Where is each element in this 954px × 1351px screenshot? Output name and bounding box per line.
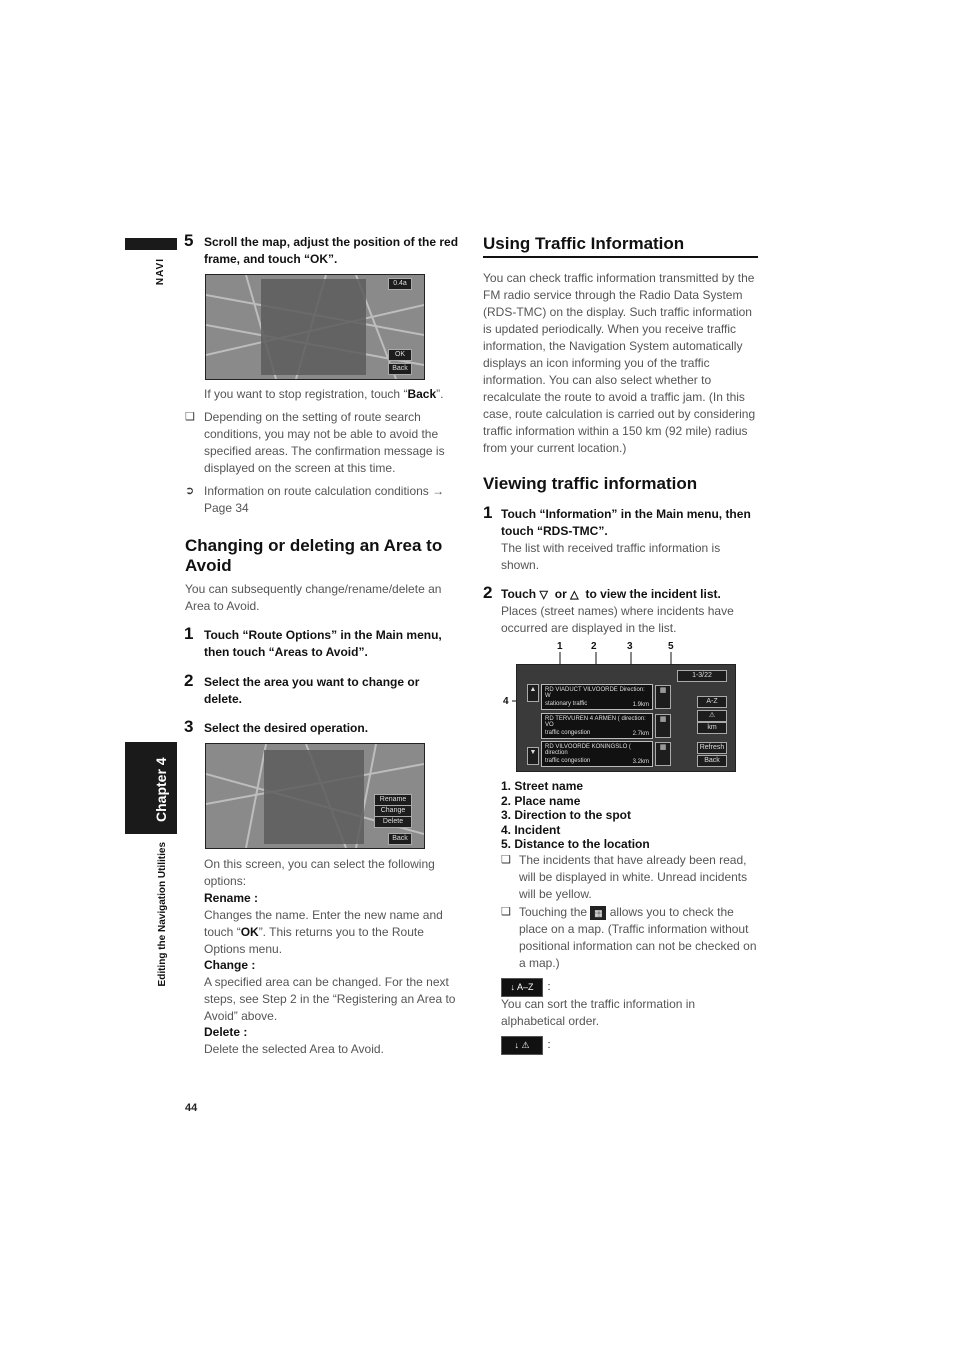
ok-button[interactable]: OK bbox=[388, 349, 412, 361]
checkbox-bullet-icon: ❑ bbox=[501, 906, 511, 918]
step-text: Touch “Information” in the Main menu, then touch “RDS-TMC”. bbox=[501, 507, 751, 538]
step-number: 1 bbox=[483, 503, 493, 522]
sort-incident-button[interactable]: ⚠ bbox=[697, 710, 727, 722]
map-scale-button[interactable]: 0.4a bbox=[388, 278, 412, 290]
chapter-label: Chapter 4 bbox=[153, 757, 169, 823]
map-screenshot bbox=[205, 743, 425, 849]
traffic-list-item[interactable]: RD VILVOORDE KONINGSLO ( direction traffic congestion 3.2km bbox=[541, 741, 653, 767]
section-label: Editing the Navigation Utilities bbox=[157, 842, 168, 987]
map-view-button[interactable]: ▦ bbox=[655, 685, 671, 709]
change-option: Change : A specified area can be changed. For the next steps, see Step 2 in the “Registering an Area to Avoid” above. bbox=[204, 958, 456, 1023]
change-button[interactable]: Change bbox=[374, 805, 412, 817]
sort-az-button[interactable]: A-Z bbox=[697, 696, 727, 708]
traffic-list-item[interactable]: RD VIADUCT VILVOORDE Direction: W stationary traffic 1.9km bbox=[541, 684, 653, 710]
step-number: 2 bbox=[483, 583, 493, 602]
checkbox-bullet-icon: ❑ bbox=[185, 411, 195, 423]
navi-label: NAVI bbox=[155, 258, 166, 286]
page-counter: 1-3/22 bbox=[677, 670, 727, 682]
step-note: Places (street names) where incidents have occurred are displayed in the list. bbox=[501, 604, 734, 635]
step-note: The list with received traffic information is shown. bbox=[501, 541, 721, 572]
reference-text: Information on route calculation conditions → Page 34 bbox=[204, 484, 445, 515]
sort-distance-button[interactable]: km bbox=[697, 722, 727, 734]
note-text: Depending on the setting of route search conditions, you may not be able to avoid the specified areas. The confirmation message is displayed on the screen at this time. bbox=[204, 410, 445, 475]
callout-5: 5 bbox=[668, 641, 674, 652]
map-view-icon: ▦ bbox=[590, 906, 606, 920]
step-text: Select the desired operation. bbox=[204, 721, 369, 735]
step-text: Touch ▽ or △ to view the incident list. bbox=[501, 586, 761, 604]
scroll-up-button[interactable]: ▲ bbox=[527, 684, 539, 702]
section-intro: You can subsequently change/rename/delete an Area to Avoid. bbox=[185, 582, 442, 613]
step-number: 3 bbox=[184, 717, 194, 736]
map-screenshot bbox=[205, 274, 425, 380]
map-view-button[interactable]: ▦ bbox=[655, 714, 671, 738]
delete-button[interactable]: Delete bbox=[374, 816, 412, 828]
step-number: 1 bbox=[184, 624, 194, 643]
step-number: 2 bbox=[184, 671, 194, 690]
back-button[interactable]: Back bbox=[388, 363, 412, 375]
traffic-list-item[interactable]: RD TERVUREN 4 ARMEN ( direction: VO traffic congestion 2.7km bbox=[541, 713, 653, 739]
back-button[interactable]: Back bbox=[388, 833, 412, 845]
scroll-down-icon: ▽ bbox=[539, 589, 548, 601]
callout-4: 4 bbox=[503, 696, 509, 707]
back-button[interactable]: Back bbox=[697, 755, 727, 767]
options-intro: On this screen, you can select the following options: bbox=[204, 857, 435, 888]
reference-arrow-icon: ➲ bbox=[185, 485, 195, 497]
scroll-down-button[interactable]: ▼ bbox=[527, 747, 539, 765]
callout-2: 2 bbox=[591, 641, 597, 652]
callout-3: 3 bbox=[627, 641, 633, 652]
rename-button[interactable]: Rename bbox=[374, 794, 412, 806]
step-text: Scroll the map, adjust the position of the red frame, and touch “OK”. bbox=[204, 235, 459, 266]
checkbox-bullet-icon: ❑ bbox=[501, 854, 511, 866]
note-text: The incidents that have already been read, will be displayed in white. Unread incidents will be yellow. bbox=[519, 853, 748, 901]
page-number: 44 bbox=[185, 1102, 198, 1114]
heading-rule bbox=[483, 256, 758, 258]
refresh-button[interactable]: Refresh bbox=[697, 742, 727, 754]
sort-az-description: You can sort the traffic information in alphabetical order. bbox=[501, 997, 696, 1028]
step-number: 5 bbox=[184, 231, 194, 250]
section-heading: Using Traffic Information bbox=[483, 234, 685, 253]
section-heading: Changing or deleting an Area to Avoid bbox=[185, 536, 443, 575]
note-text: Touching the ▦ allows you to check the place on a map. (Traffic information without positional information can not be checked on a map.) bbox=[519, 905, 757, 970]
subsection-heading: Viewing traffic information bbox=[483, 474, 698, 493]
stop-note: If you want to stop registration, touch “Back”. bbox=[204, 387, 444, 401]
navi-tab-bar bbox=[125, 238, 177, 250]
rename-option: Rename : Changes the name. Enter the new name and touch “OK”. This returns you to the Route Options menu. bbox=[204, 891, 443, 956]
scroll-up-icon: △ bbox=[570, 589, 579, 601]
sort-az-icon: ↓ A–Z : bbox=[501, 977, 551, 997]
legend-list: 1. Street name 2. Place name 3. Direction to the spot 4. Incident 5. Distance to the location bbox=[501, 779, 650, 851]
traffic-list-screenshot bbox=[516, 664, 736, 772]
step-text: Touch “Route Options” in the Main menu, then touch “Areas to Avoid”. bbox=[204, 628, 442, 659]
delete-option: Delete : Delete the selected Area to Avoid. bbox=[204, 1025, 384, 1056]
section-intro: You can check traffic information transmitted by the FM radio service through the Radio Data System (RDS-TMC) on the display. Such traffic information is updated periodically. When you receive traffic information, the Navigation System automatically displays an icon informing you of the traffic information. You can also select whether to recalculate the route to avoid a traffic jam. (In this case, route calculation is carried out by considering traffic information within a 150 km (92 mile) radius from your current location.) bbox=[483, 271, 756, 455]
callout-1: 1 bbox=[557, 641, 563, 652]
sort-incident-icon: ↓ ⚠ : bbox=[501, 1035, 551, 1055]
map-view-button[interactable]: ▦ bbox=[655, 742, 671, 766]
step-text: Select the area you want to change or delete. bbox=[204, 675, 420, 706]
